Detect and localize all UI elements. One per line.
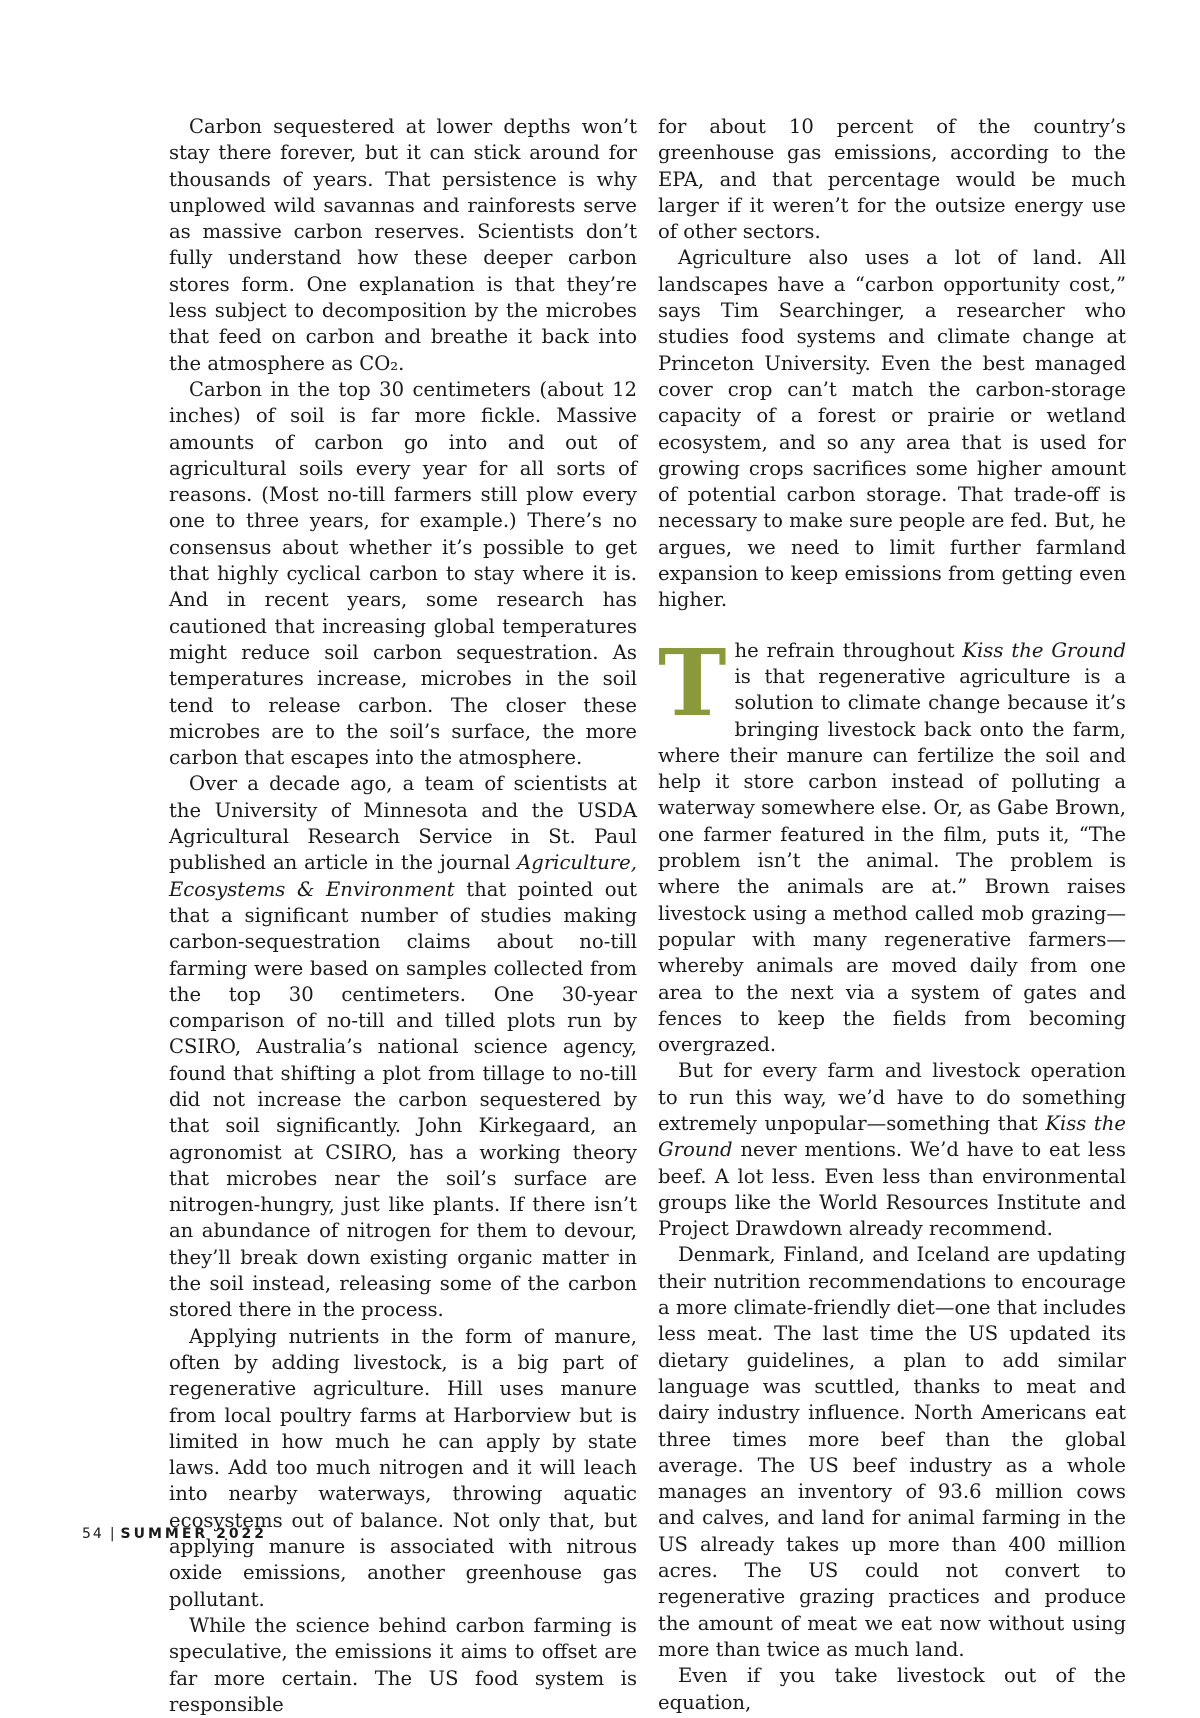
right-column <box>658 114 1126 1716</box>
page-footer <box>82 1526 267 1542</box>
paragraph: While the science behind carbon farming is speculative, the emissions it aims to offset are far more certain. The US food system is responsible <box>169 1613 637 1716</box>
paragraph: Applying nutrients in the form of manure, often by adding livestock, is a big part of regenerative agriculture. Hill uses manure from local poultry farms at Harborview but is limited in how much he can apply by state laws. Add too much nitrogen and it will leach into nearby waterways, throwing aquatic ecosystems out of balance. Not only that, but applying manure is associated with nitrous oxide emissions, another greenhouse gas pollutant. <box>169 1324 637 1611</box>
film-title: Kiss the Ground <box>658 1111 1126 1162</box>
paragraph: for about 10 percent of the country’s greenhouse gas emissions, according to the EPA, and that percentage would be much larger if it weren’t for the outsize energy use of other sectors. <box>658 115 1126 244</box>
page-number: 54 <box>82 1526 104 1542</box>
paragraph: Carbon sequestered at lower depths won’t stay there forever, but it can stick around for thousands of years. That persistence is why unplowed wild savannas and rainforests serve as massive carbon reserves. Scientists don’t fully understand how these deeper carbon stores form. One explanation is that they’re less subject to decomposition by the microbes that feed on carbon and breathe it back into the atmosphere as CO₂. <box>169 115 637 375</box>
text-run: Over a decade ago, a team of scientists at the University of Minnesota and the USDA Agricultural Research Service in St. Paul published an article in the journal <box>169 772 637 875</box>
issue-label: SUMMER 2022 <box>120 1526 268 1542</box>
text-run: But for every farm and livestock operation to run this way, we’d have to do something extremely unpopular—something that <box>658 1059 1126 1135</box>
paragraph: Carbon in the top 30 centimeters (about 12 inches) of soil is far more fickle. Massive amounts of carbon go into and out of agricultural soils every year for all sorts of reasons. (Most no-till farmers still plow every one to three years, for example.) There’s no consensus about whether it’s possible to get that highly cyclical carbon to stay where it is. And in recent years, some research has cautioned that increasing global temperatures might reduce soil carbon sequestration. As temperatures increase, microbes in the soil tend to release carbon. The closer these microbes are to the soil’s surface, the more carbon that escapes into the atmosphere. <box>169 377 637 770</box>
paragraph: Agriculture also uses a lot of land. All landscapes have a “carbon opportunity cost,” says Tim Searchinger, a researcher who studies food systems and climate change at Princeton University. Even the best managed cover crop can’t match the carbon-storage capacity of a forest or prairie or wetland ecosystem, and so any area that is used for growing crops sacrifices some higher amount of potential carbon storage. That trade-off is necessary to make sure people are fed. But, he argues, we need to limit further farmland expansion to keep emissions from getting even higher. <box>658 246 1126 612</box>
paragraph <box>169 771 637 1323</box>
text-run: is that regenerative agriculture is a solution to climate change because it’s bringing livestock back onto the farm, where their manure can fertilize the soil and help it store carbon instead of polluting a waterway somewhere else. Or, as Gabe Brown, one farmer featured in the film, puts it, “The problem isn’t the animal. The problem is where the animals are at.” Brown raises livestock using a method called mob grazing—popular with many regenerative farmers—whereby animals are moved daily from one area to the next via a system of gates and fences to keep the fields from becoming overgrazed. <box>658 664 1126 1057</box>
paragraph: Even if you take livestock out of the equation, <box>658 1664 1126 1714</box>
film-title: Kiss the Ground <box>962 638 1126 662</box>
paragraph-with-drop-cap <box>658 628 1126 1059</box>
paragraph <box>658 1058 1126 1242</box>
text-run: that pointed out that a significant number of studies making carbon-sequestration claims about no-till farming were based on samples collected from the top 30 centimeters. One 30-year comparison of no-till and tilled plots run by CSIRO, Australia’s national science agency, found that shifting a plot from tillage to no-till did not increase the carbon sequestered by that soil significantly. John Kirkegaard, an agronomist at CSIRO, has a working theory that microbes near the soil’s surface are nitrogen-hungry, just like plants. If there isn’t an abundance of nitrogen for them to devour, they’ll break down existing organic matter in the soil instead, releasing some of the carbon stored there in the process. <box>169 877 637 1322</box>
drop-cap: T <box>658 628 727 737</box>
footer-separator: | <box>109 1526 115 1542</box>
paragraph: Denmark, Finland, and Iceland are updating their nutrition recommendations to encourage a more climate-friendly diet—one that includes less meat. The last time the US updated its dietary guidelines, a plan to add similar language was scuttled, thanks to meat and dairy industry influence. North Americans eat three times more beef than the global average. The US beef industry as a whole manages an inventory of 93.6 million cows and calves, and land for animal farming in the US already takes up more than 400 million acres. The US could not convert to regenerative grazing practices and produce the amount of meat we eat now without using more than twice as much land. <box>658 1243 1126 1661</box>
text-run: he refrain throughout <box>734 638 963 662</box>
left-column <box>169 114 637 1718</box>
journal-title: Agriculture, Ecosystems & Environment <box>169 851 637 901</box>
text-run: never mentions. We’d have to eat less beef. A lot less. Even less than environmental groups like the World Resources Institute and Project Drawdown already recommend. <box>658 1138 1126 1241</box>
